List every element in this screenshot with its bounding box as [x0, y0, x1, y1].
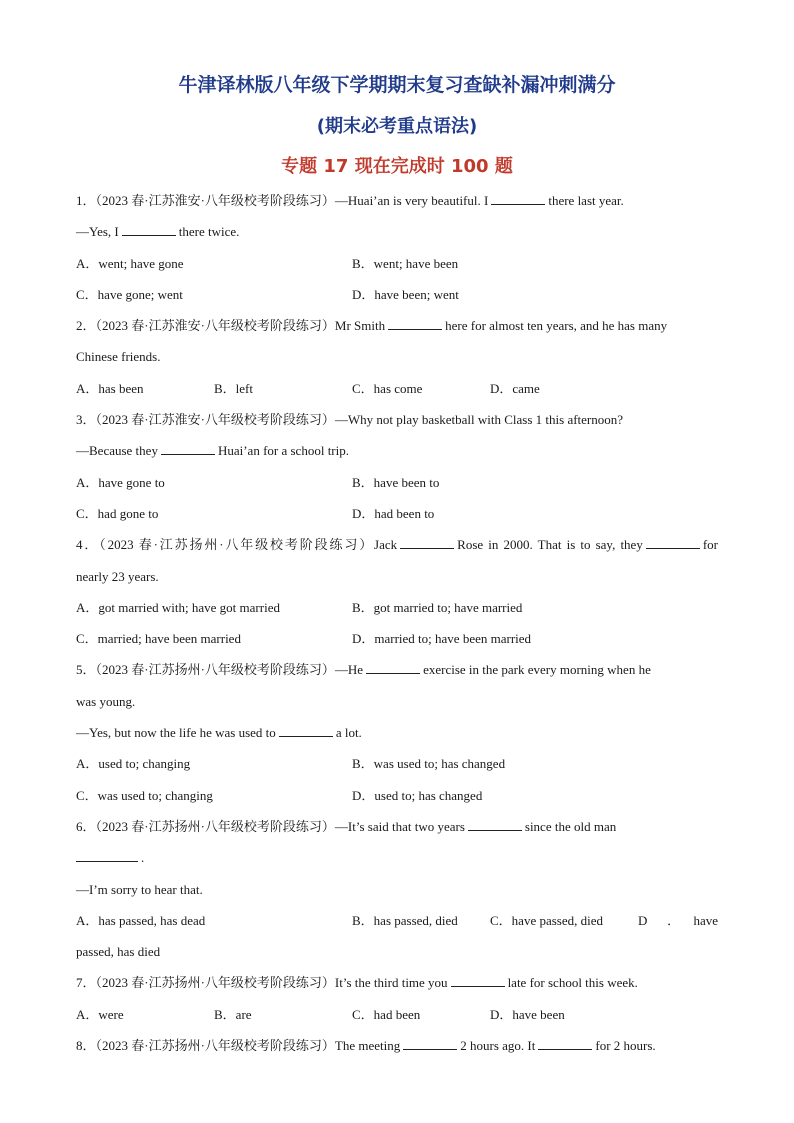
- answer-blank: [279, 724, 333, 737]
- answer-blank: [451, 974, 505, 987]
- option-d: D．married to; have been married: [352, 631, 532, 647]
- question-3-options-cd: [76, 498, 718, 529]
- option-c: C．has come: [352, 380, 423, 396]
- question-6-line5: passed, has died: [76, 944, 161, 960]
- question-1-options-cd: [76, 279, 718, 310]
- option-b: B．has passed, died: [352, 912, 458, 928]
- answer-blank: [400, 536, 454, 549]
- answer-blank: [468, 818, 522, 831]
- option-a: A．went; have gone: [76, 255, 184, 271]
- question-1-options-ab: [76, 248, 718, 279]
- option-d: D．had been to: [352, 505, 435, 521]
- option-c: C．have passed, died: [490, 912, 604, 928]
- question-5-line2: was young.: [76, 693, 136, 709]
- question-1-line2: —Yes, I there twice.: [76, 224, 240, 240]
- answer-blank: [646, 536, 700, 549]
- answer-blank: [76, 849, 138, 862]
- question-2-options: [76, 373, 718, 404]
- question-5-stem: 5．（2023 春·江苏扬州·八年级校考阶段练习）—He exercise in the park every morning when he: [76, 662, 651, 678]
- answer-blank: [538, 1037, 592, 1050]
- question-5-options-ab: [76, 748, 718, 779]
- question-2-stem: 2．（2023 春·江苏淮安·八年级校考阶段练习）Mr Smith here for almost ten years, and he has many: [76, 318, 668, 334]
- question-4-options-ab: [76, 592, 718, 623]
- option-c: C．had gone to: [76, 505, 159, 521]
- option-b: B．was used to; has changed: [352, 756, 506, 772]
- question-4-stem: 4．（2023 春·江苏扬州·八年级校考阶段练习）Jack Rose in 2000. That is to say, they for: [76, 537, 718, 553]
- option-b: B．went; have been: [352, 255, 459, 271]
- answer-blank: [388, 317, 442, 330]
- question-6-line2: .: [76, 842, 718, 873]
- option-b: B．are: [214, 1006, 252, 1022]
- question-7-stem: 7．（2023 春·江苏扬州·八年级校考阶段练习）It’s the third time you late for school this week.: [76, 975, 638, 991]
- answer-blank: [491, 192, 545, 205]
- option-a: A．has been: [76, 380, 144, 396]
- question-4-options-cd: [76, 623, 718, 654]
- question-6-options: [76, 905, 718, 936]
- question-3-line2: —Because they Huai’an for a school trip.: [76, 443, 349, 459]
- option-b: B．left: [214, 380, 253, 396]
- option-d: D．used to; has changed: [352, 787, 483, 803]
- question-5-options-cd: [76, 780, 718, 811]
- option-d: D ． have: [638, 912, 718, 928]
- question-4-line2: nearly 23 years.: [76, 568, 159, 584]
- option-c: C．have gone; went: [76, 286, 183, 302]
- question-3-options-ab: [76, 467, 718, 498]
- option-c: C．had been: [352, 1006, 421, 1022]
- topic-title: 专题 17 现在完成时 100 题: [281, 156, 513, 177]
- document-title: 牛津译林版八年级下学期期末复习查缺补漏冲刺满分: [178, 74, 616, 96]
- question-7-options: [76, 999, 718, 1030]
- question-1-stem: 1．（2023 春·江苏淮安·八年级校考阶段练习）—Huai’an is very beautiful. I there last year.: [76, 193, 624, 208]
- option-b: B．got married to; have married: [352, 599, 523, 615]
- option-a: A．were: [76, 1006, 124, 1022]
- answer-blank: [366, 661, 420, 674]
- question-list: [76, 185, 718, 1061]
- answer-blank: [403, 1037, 457, 1050]
- option-c: C．married; have been married: [76, 631, 241, 647]
- question-8-stem: 8．（2023 春·江苏扬州·八年级校考阶段练习）The meeting 2 hours ago. It for 2 hours.: [76, 1038, 656, 1054]
- option-a: A．have gone to: [76, 474, 165, 490]
- answer-blank: [161, 442, 215, 455]
- option-d: D．have been; went: [352, 286, 459, 302]
- option-c: C．was used to; changing: [76, 787, 213, 803]
- option-d: D．came: [490, 380, 540, 396]
- question-6-stem: 6．（2023 春·江苏扬州·八年级校考阶段练习）—It’s said that two years since the old man: [76, 818, 617, 834]
- question-6-line3: —I’m sorry to hear that.: [76, 881, 203, 897]
- question-2-line2: Chinese friends.: [76, 349, 161, 365]
- answer-blank: [122, 223, 176, 236]
- question-5-line3: —Yes, but now the life he was used to a lot.: [76, 725, 362, 741]
- option-a: A．has passed, has dead: [76, 912, 206, 928]
- option-a: A．used to; changing: [76, 756, 191, 772]
- option-a: A．got married with; have got married: [76, 599, 280, 615]
- question-3-stem: 3．（2023 春·江苏淮安·八年级校考阶段练习）—Why not play basketball with Class 1 this afternoon?: [76, 412, 624, 428]
- option-d: D．have been: [490, 1006, 565, 1022]
- document-subtitle: (期末必考重点语法): [316, 116, 478, 137]
- option-b: B．have been to: [352, 474, 440, 490]
